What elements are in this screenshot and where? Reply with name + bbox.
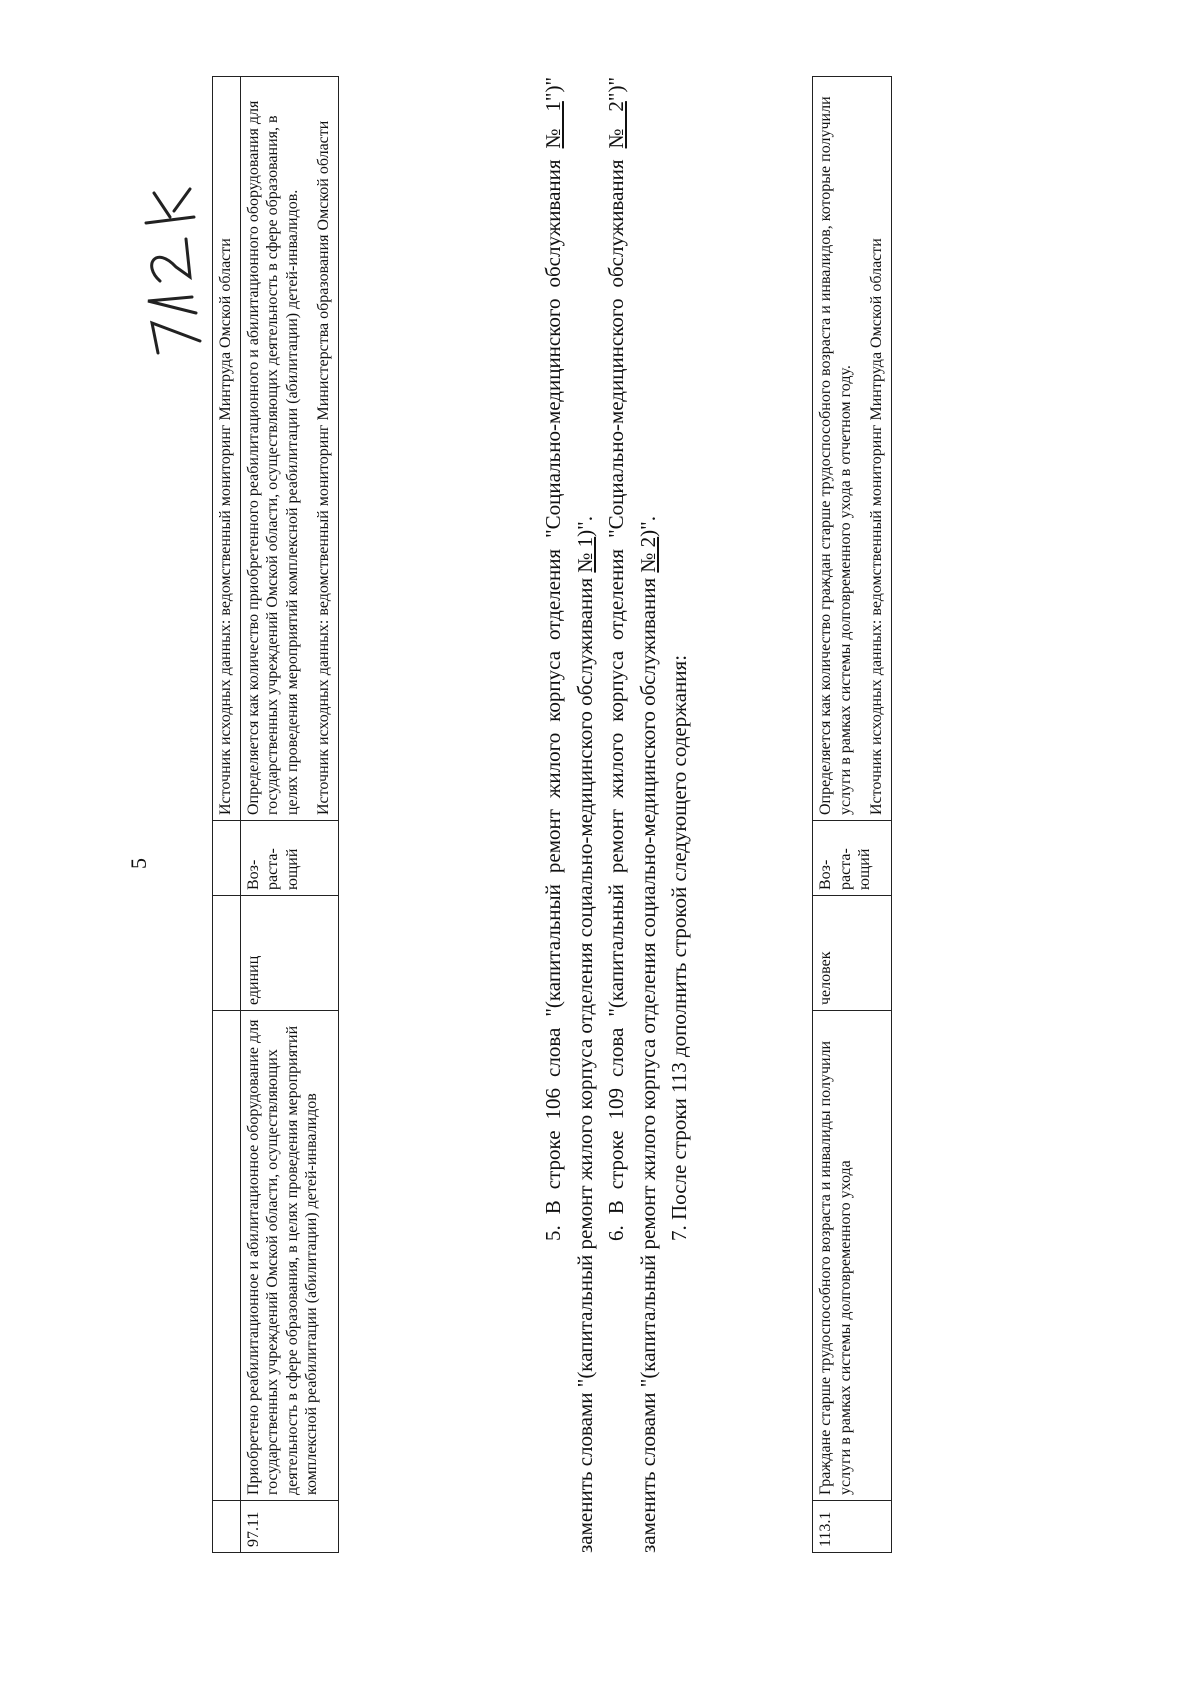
rotated-page-content	[100, 76, 1100, 1613]
source-text: Источник исходных данных: ведомственный мониторинг Министерства образования Омской области	[315, 120, 333, 815]
paragraph-6: 6. В строке 109 слова "(капитальный ремонт жилого корпуса отделения "Социально-медицинского обслуживания № 2")" заменить словами "(капитальный ремонт жилого корпуса отделения социально-медицинского обслуживания № 2)".	[604, 76, 660, 1553]
indicator-name-cell	[213, 1011, 241, 1501]
table-row	[813, 77, 892, 1553]
unit-cell: человек	[813, 896, 892, 1011]
paragraph-7: 7. После строки 113 дополнить строкой следующего содержания:	[667, 654, 691, 1241]
row-number-cell: 113.1	[813, 1501, 892, 1553]
trend-cell	[213, 821, 241, 896]
trend-cell: Воз-раста-ющий	[813, 821, 892, 896]
description-cell	[813, 77, 892, 821]
description-text: Определяется как количество приобретенного реабилитационного и абилитационного оборудования для государственных учреждений Омской области, осуществляющих деятельность в сфере образования, в целях проведения мероприятий комплексной реабилитации (абилитации) детей-инвалидов.	[244, 100, 301, 815]
page-number: 5	[126, 858, 151, 869]
new-row-table	[812, 76, 892, 1553]
indicator-name-cell: Приобретено реабилитационное и абилитационное оборудование для государственных учреждений Омской области, осуществляющих деятельность в сфере образования, в целях проведения мероприятий комплексной реабилитации (абилитации) детей-инвалидов	[240, 1011, 338, 1501]
description-text: Определяется как количество граждан старше трудоспособного возраста и инвалидов, которые получили услуги в рамках системы долговременного ухода в отчетном году.	[817, 96, 854, 815]
source-text: Источник исходных данных: ведомственный мониторинг Минтруда Омской области	[868, 238, 886, 815]
indicators-table-continued	[212, 76, 339, 1553]
unit-cell: единиц	[240, 896, 338, 1011]
handwritten-signature	[130, 183, 210, 363]
amendment-paragraphs	[538, 77, 696, 1553]
indicator-name-cell: Граждане старше трудоспособного возраста и инвалиды получили услуги в рамках системы долговременного ухода	[813, 1011, 892, 1501]
row-number-cell: 97.11	[240, 1501, 338, 1553]
table-row	[240, 77, 338, 1553]
row-number-cell	[213, 1501, 241, 1553]
table-row	[213, 77, 241, 1553]
description-cell	[240, 77, 338, 821]
description-cell: Источник исходных данных: ведомственный мониторинг Минтруда Омской области	[213, 77, 241, 821]
unit-cell	[213, 896, 241, 1011]
trend-cell: Воз-раста-ющий	[240, 821, 338, 896]
paragraph-5: 5. В строке 106 слова "(капитальный ремонт жилого корпуса отделения "Социально-медицинского обслуживания № 1")" заменить словами "(капитальный ремонт жилого корпуса отделения социально-медицинского обслуживания № 1)".	[541, 76, 597, 1553]
